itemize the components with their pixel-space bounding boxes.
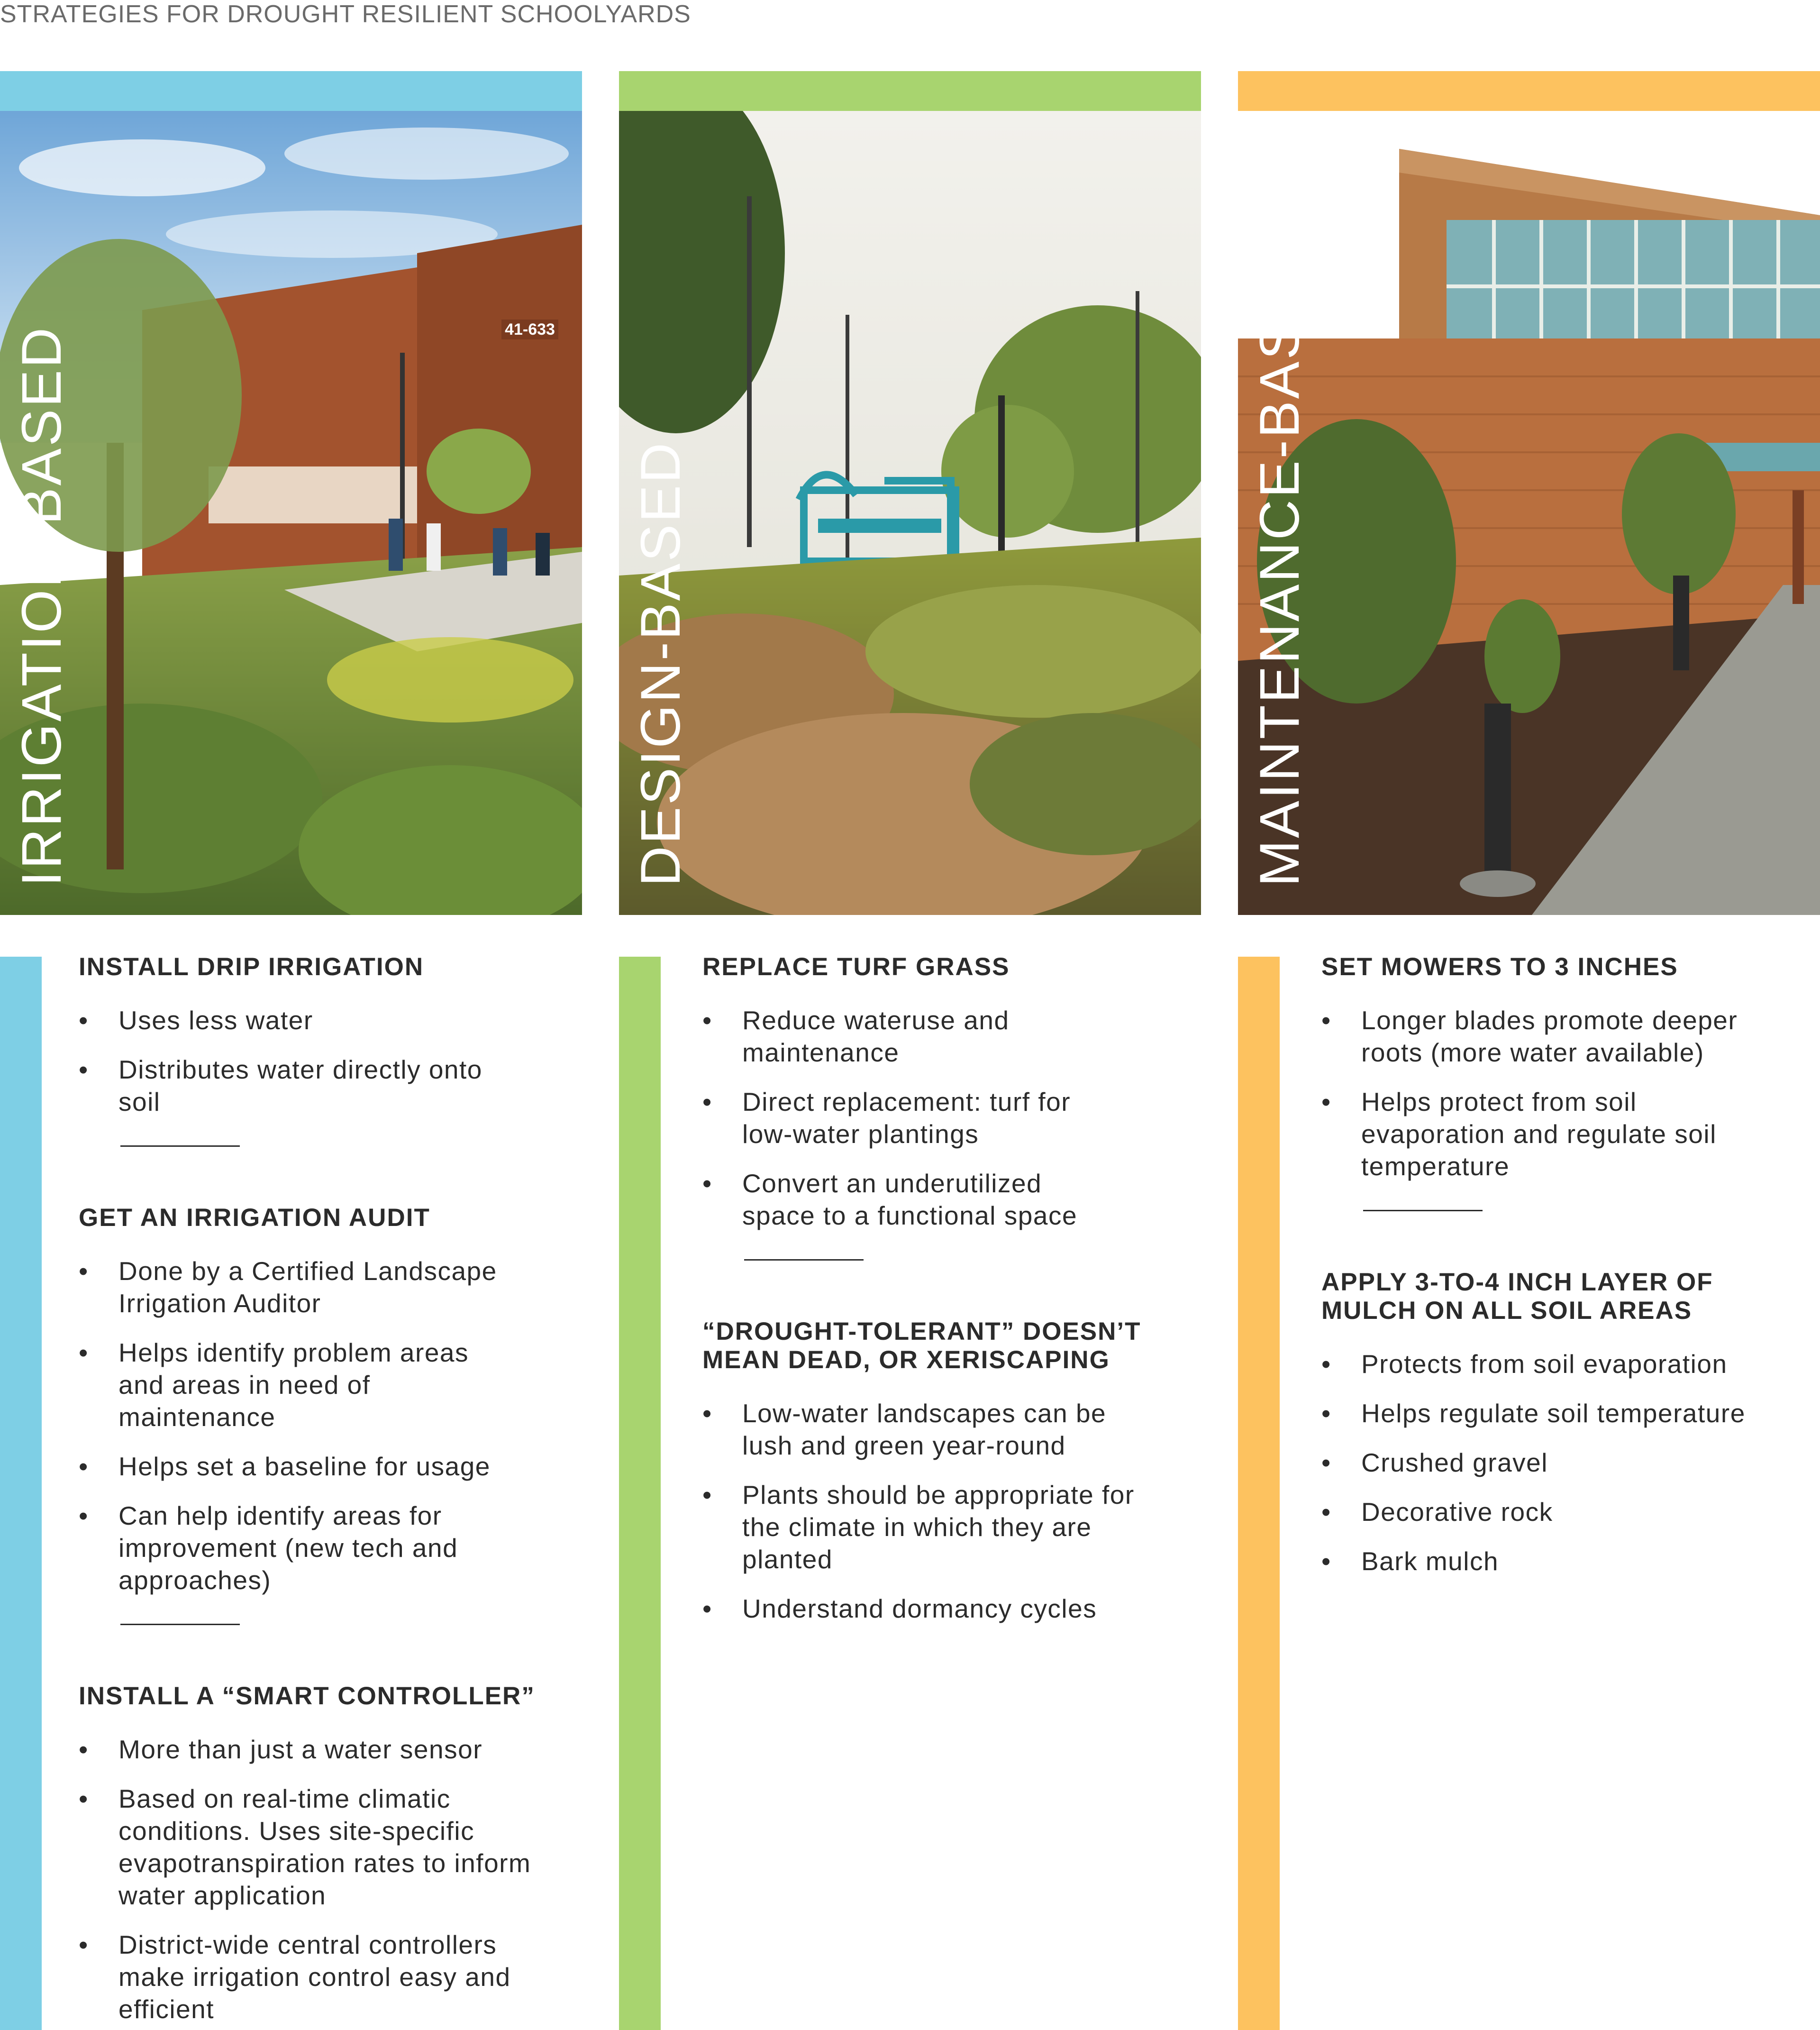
section-heading: APPLY 3-TO-4 INCH LAYER OF MULCH ON ALL SOIL AREAS <box>1321 1268 1713 1325</box>
section-heading: INSTALL DRIP IRRIGATION <box>79 953 424 981</box>
design-top-bar <box>619 71 1201 111</box>
list-item: • Done by a Certified Landscape Irrigation Auditor <box>79 1256 497 1318</box>
building-number-sign: 41-633 <box>505 320 555 338</box>
list-item: • Helps regulate soil temperature <box>1321 1399 1746 1428</box>
maintenance-side-bar <box>1238 957 1280 2030</box>
section-heading: “DROUGHT-TOLERANT” DOESN’T MEAN DEAD, OR XERISCAPING <box>702 1317 1141 1374</box>
list-item: • Protects from soil evaporation <box>1321 1349 1728 1379</box>
maintenance-photo <box>1238 111 1820 915</box>
section-heading: REPLACE TURF GRASS <box>702 953 1010 981</box>
design-column <box>619 71 1201 2030</box>
section-divider <box>744 1259 864 1261</box>
design-based-label: DESIGN-BASED <box>629 441 692 887</box>
bullet-list <box>1321 1348 1814 1577</box>
section-heading: GET AN IRRIGATION AUDIT <box>79 1204 430 1232</box>
design-side-bar <box>619 957 661 2030</box>
maintenance-based-label: MAINTENANCE-BASED <box>1248 238 1311 887</box>
list-item: • Convert an underutilized space to a functional space <box>702 1169 1078 1230</box>
bullet-list <box>1321 1004 1814 1182</box>
irrigation-content <box>79 953 572 2030</box>
list-item: • Direct replacement: turf for low-water plantings <box>702 1087 1071 1149</box>
bullet-list <box>79 1733 572 2025</box>
list-item: • Distributes water directly onto soil <box>79 1055 482 1116</box>
section-heading: SET MOWERS TO 3 INCHES <box>1321 953 1678 981</box>
bullet-list <box>79 1004 572 1118</box>
list-item: • Understand dormancy cycles <box>702 1594 1097 1623</box>
list-item: • Crushed gravel <box>1321 1448 1548 1477</box>
irrigation-column <box>0 71 582 2030</box>
list-item: • Low-water landscapes can be lush and green year-round <box>702 1399 1107 1460</box>
design-content <box>702 953 1195 1642</box>
irrigation-top-bar <box>0 71 582 111</box>
list-item: • Longer blades promote deeper roots (more water available) <box>1321 1006 1738 1067</box>
list-item: • Bark mulch <box>1321 1546 1499 1576</box>
irrigation-side-bar <box>0 957 42 2030</box>
bullet-list <box>79 1255 572 1596</box>
section-divider <box>120 1624 240 1625</box>
list-item: • Helps identify problem areas and areas in need of maintenance <box>79 1338 469 1432</box>
list-item: • Plants should be appropriate for the climate in which they are planted <box>702 1480 1135 1574</box>
maintenance-column <box>1238 71 1820 2030</box>
list-item: • Reduce wateruse and maintenance <box>702 1006 1010 1067</box>
section-divider <box>1363 1210 1483 1211</box>
list-item: • More than just a water sensor <box>79 1735 483 1764</box>
list-item: • Uses less water <box>79 1006 313 1035</box>
section-heading: INSTALL A “SMART CONTROLLER” <box>79 1682 535 1710</box>
page-title: STRATEGIES FOR DROUGHT RESILIENT SCHOOLYARDS <box>0 0 691 28</box>
list-item: • Can help identify areas for improvement (new tech and approaches) <box>79 1501 458 1595</box>
bullet-list <box>702 1397 1195 1625</box>
list-item: • Decorative rock <box>1321 1497 1553 1527</box>
irrigation-photo <box>0 111 582 915</box>
section-divider <box>120 1145 240 1147</box>
bullet-list <box>702 1004 1195 1232</box>
list-item: • Helps protect from soil evaporation and regulate soil temperature <box>1321 1087 1717 1181</box>
list-item: • District-wide central controllers make irrigation control easy and efficient <box>79 1930 511 2024</box>
maintenance-top-bar <box>1238 71 1820 111</box>
list-item: • Helps set a baseline for usage <box>79 1452 491 1481</box>
list-item: • Based on real-time climatic conditions. Uses site-specific evapotranspiration rates to inform water application <box>79 1784 531 1910</box>
irrigation-based-label: IRRIGATION-BASED <box>10 326 73 887</box>
design-photo <box>619 111 1201 915</box>
maintenance-content <box>1321 953 1814 1594</box>
